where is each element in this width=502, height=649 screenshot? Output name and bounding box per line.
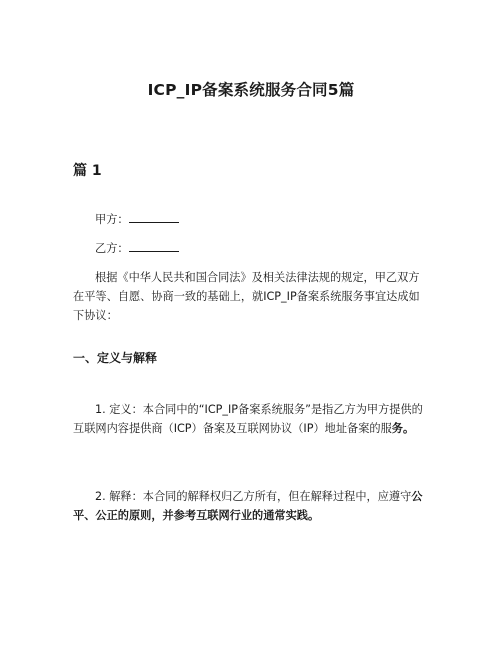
clause-1 (73, 400, 430, 438)
party-b-blank (129, 240, 179, 252)
party-b-label: 乙方： (95, 242, 129, 255)
party-a-line (73, 210, 430, 229)
party-a-label: 甲方： (95, 213, 129, 226)
clause-2-tail: 公平、公正的原则，并参考互联网行业的通常实践。 (73, 490, 423, 522)
clause-2-text: 2. 解释：本合同的解释权归乙方所有，但在解释过程中，应遵守 (95, 490, 412, 503)
document-title: ICP_IP备案系统服务合同5篇 (147, 81, 355, 99)
clause-1-tail: 务。 (391, 422, 415, 435)
clause-2 (73, 487, 430, 525)
party-a-blank (129, 211, 179, 223)
intro-paragraph: 根据《中华人民共和国合同法》及相关法律法规的规定，甲乙双方在平等、自愿、协商一致的基础上，就ICP_IP备案系统服务事宜达成如下协议： (73, 271, 420, 322)
subsection-heading: 一、定义与解释 (73, 351, 158, 365)
section-heading: 篇 1 (73, 163, 102, 179)
clause-1-text: 1. 定义：本合同中的“ICP_IP备案系统服务”是指乙方为甲方提供的互联网内容提供商（ICP）备案及互联网协议（IP）地址备案的服 (73, 403, 423, 435)
party-b-line (73, 239, 430, 258)
